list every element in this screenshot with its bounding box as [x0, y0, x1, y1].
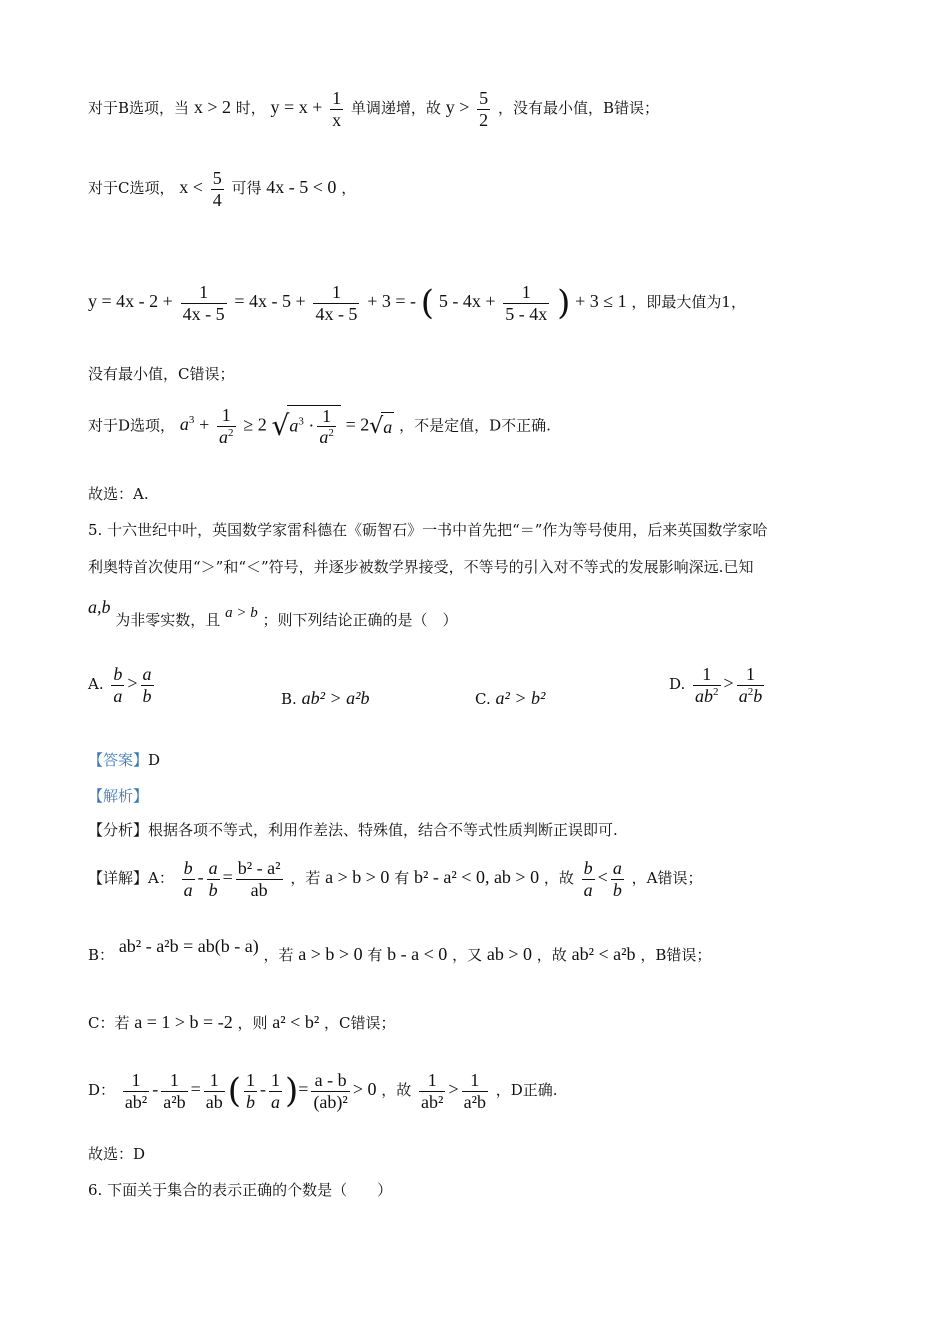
q5-line2: 利奥特首次使用“＞”和“＜”符号，并逐步被数学界接受，不等号的引入对不等式的发展影响深远.已知 — [88, 558, 754, 576]
d-tail: ，不是定值，D不正确. — [399, 416, 551, 435]
c-eq-y: y = 4x - 2 + — [88, 291, 173, 312]
detail-d-so: ，故 — [381, 1081, 412, 1100]
option-a: A. $\frac{b}{a}$ > $\frac{a}{b}$ — [88, 664, 152, 706]
detail-d-label: D： — [88, 1081, 116, 1100]
b-frac: $\frac{1}{x}$ — [332, 88, 342, 130]
detail-b-expr: ab² - a²b = ab(b - a) — [118, 936, 259, 956]
c-lead: 对于C选项， — [88, 179, 175, 198]
detail-b-also: ，又 — [452, 946, 483, 964]
detail-b-end: ab² < a²b — [571, 944, 636, 964]
right-paren: ) — [557, 283, 571, 323]
d-ge: ≥ 2 — [243, 414, 267, 435]
detail-a-wrong: ，A错误； — [631, 869, 703, 888]
detail-a-so: ，故 — [543, 869, 574, 888]
detail-b-label: B： — [88, 946, 115, 964]
detail-b-wrong: ，B错误； — [640, 946, 712, 964]
c-mid: 可得 — [231, 179, 262, 198]
detail-b-if: ，若 — [263, 946, 294, 964]
q5-cond: a > b — [225, 605, 258, 621]
left-paren: ( — [420, 283, 435, 323]
fenxi-line: 【分析】根据各项不等式，利用作差法、特殊值，结合不等式性质判断正误即可. — [88, 821, 618, 839]
sqrt-icon: √ — [271, 409, 290, 442]
detail-c-wrong: ，C错误； — [324, 1014, 396, 1032]
detail-d-frac: $\frac{a - b}{\text{(ab)²}}$ — [313, 1070, 348, 1112]
final-answer: 故选：D — [88, 1145, 146, 1163]
d-frac-1a2: $\frac{1}{a^2}$ — [219, 405, 234, 447]
sqrt-icon-2: √ — [369, 413, 384, 439]
prev-conclusion: 故选：A. — [88, 485, 149, 503]
c-max-note: ，即最大值为1， — [631, 293, 746, 312]
detail-c-label: C：若 — [88, 1014, 130, 1032]
b-tail: ，没有最小值，B错误； — [497, 99, 659, 118]
c-xlt: x < — [179, 177, 203, 198]
q5-nonzero: 为非零实数，且 — [115, 611, 221, 629]
detail-b-cond: a > b > 0 — [298, 944, 363, 964]
detail-a-if: ，若 — [290, 869, 321, 888]
b-when: 时， — [235, 99, 266, 118]
d-plus: + — [199, 414, 210, 435]
c-option-line — [88, 168, 890, 210]
c-eq-mid: = 4x - 5 + — [234, 291, 306, 312]
detail-c-line — [88, 1008, 890, 1037]
d-a3: $a^3$ — [179, 414, 195, 435]
detail-b-line — [88, 936, 890, 969]
b-func: y = x + — [270, 97, 323, 118]
b-frac-52: $\frac{5}{2}$ — [479, 88, 489, 130]
detail-c-then: ，则 — [237, 1014, 268, 1032]
detail-d-right: ，D正确. — [495, 1081, 558, 1100]
c-eq-plus3: + 3 = - — [367, 291, 417, 312]
detail-c-cond: a = 1 > b = -2 — [134, 1012, 233, 1032]
c-frac-3: $\frac{1}{5 - 4x}$ — [505, 282, 548, 324]
q5-ask: ；则下列结论正确的是（ ） — [262, 611, 458, 629]
detail-a-have: 有 — [394, 869, 410, 888]
b-option-line — [88, 88, 890, 130]
detail-a-res: b² - a² < 0, ab > 0 — [414, 867, 540, 888]
q5-line1: 5. 十六世纪中叶，英国数学家雷科德在《砺智石》一书中首先把“＝”作为等号使用，后来英国数学家哈 — [88, 521, 768, 539]
d-option-line — [88, 404, 890, 449]
option-d: D. $\frac{1}{ab^2}$ > $\frac{1}{a^2b}$ — [669, 664, 763, 706]
detail-d-line: D： $\frac{1}{\text{ab²}}$ - $\frac{1}{\text{a²b}}$ = $\frac{1}{ab}$ ( $\frac{1}{b}$ - $\frac{1}{a}$ )= $\frac{a - b}{\text{(ab)²}}$ > 0 ，故 $\frac{1}{\text{ab²}}$ > $\frac{1}{\text{a²b}}$ ，D正确. — [88, 1070, 558, 1112]
c-eq-end: + 3 ≤ 1 — [575, 291, 627, 312]
c-ineq: 4x - 5 < 0 — [266, 177, 337, 198]
detail-b-res: b - a < 0 — [387, 944, 448, 964]
detail-c-res: a² < b² — [272, 1012, 320, 1032]
b-cond: x > 2 — [193, 97, 231, 118]
q6-line: 6. 下面关于集合的表示正确的个数是（ ） — [88, 1181, 393, 1199]
c-paren-a: 5 - 4x + — [438, 291, 496, 312]
answer-line — [88, 748, 890, 772]
detail-a-frac: $\frac{\text{b² - a²}}{ab}$ — [237, 858, 281, 900]
answer-label: 【答案】 — [88, 751, 149, 769]
c-frac-1: $\frac{1}{4x - 5}$ — [182, 282, 225, 324]
detail-b-so: ，故 — [536, 946, 567, 964]
d-sqrt-a: a — [381, 412, 394, 442]
b-mid: 单调递增，故 — [350, 99, 441, 118]
d-sqrt-body: $a^3$ · $\frac{1}{a^2}$ — [287, 405, 341, 448]
d-eq2: = 2 — [345, 414, 370, 435]
c-frac-54: $\frac{5}{4}$ — [212, 168, 222, 210]
d-lead: 对于D选项， — [88, 416, 176, 435]
c-no-min: 没有最小值，C错误； — [88, 365, 235, 383]
b-ygt: y > — [445, 97, 470, 118]
q5-ab: a,b — [88, 597, 111, 617]
q5-options — [88, 664, 890, 714]
option-b: B. ab² > a²b — [281, 688, 370, 708]
b-lead: 对于B选项，当 — [88, 99, 190, 118]
analysis-label: 【解析】 — [88, 787, 149, 805]
c-comma: ， — [341, 179, 357, 198]
detail-a-cond: a > b > 0 — [325, 867, 390, 888]
answer-value: D — [148, 751, 161, 769]
detail-label: 【详解】A： — [88, 869, 174, 888]
detail-a-line: 【详解】A： $\frac{b}{a}$ - $\frac{a}{b}$ = $\frac{\text{b² - a²}}{ab}$ ，若 a > b > 0 有 b² - a² < 0, ab > 0 ，故 $\frac{b}{a}$ < $\frac{a}{b}$ ，A错误； — [88, 858, 703, 900]
q5-line3 — [88, 597, 890, 634]
c-equation-line — [88, 276, 890, 330]
detail-b-pos: ab > 0 — [486, 944, 533, 964]
option-c: C. a² > b² — [475, 688, 546, 708]
c-frac-2: $\frac{1}{4x - 5}$ — [315, 282, 358, 324]
detail-b-have: 有 — [367, 946, 383, 964]
